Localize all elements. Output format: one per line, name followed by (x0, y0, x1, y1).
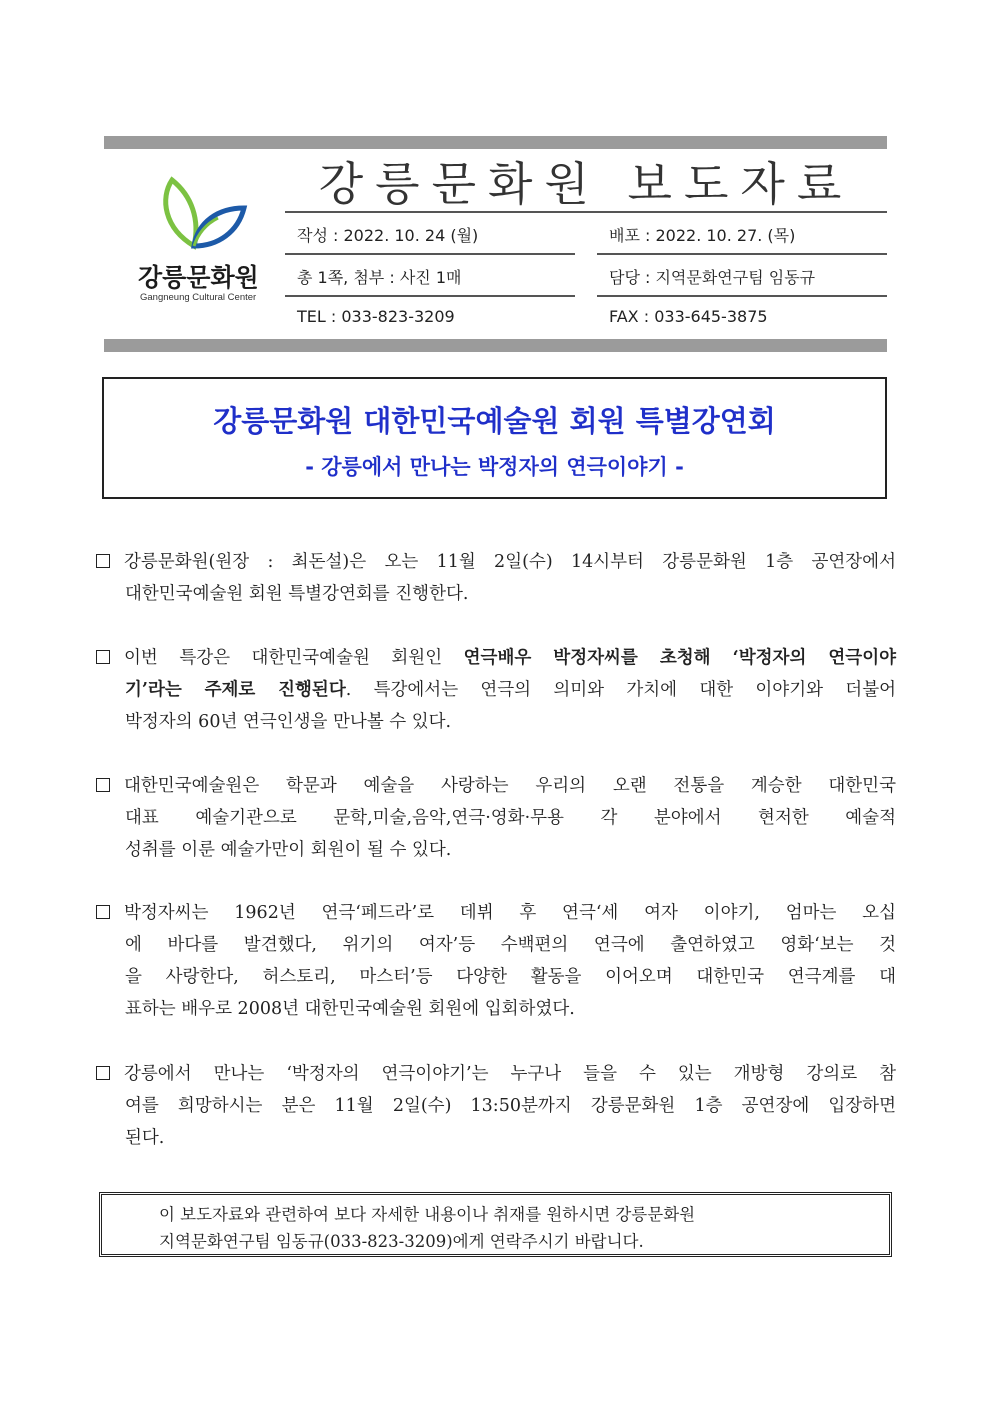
header-bottom-bar (104, 339, 887, 352)
main-title: 강릉문화원 대한민국예술원 회원 특별강연회 (213, 404, 776, 438)
paragraph-4: 박정자씨는 1962년 연극‘페드라’로 데뷔 후 연극‘세 여자 이야기, 엄마는 오십 에 바다를 발견했다, 위기의 여자’등 수백편의 연극에 출연하였고 영화‘보는 것 을 사랑한다, 허스토리, 마스터’등 다양한 활동을 이어오며 대한민국 연극계를 대 표하는 배우로 2008년 대한민국예술원 회원에 입회하였다. (96, 897, 896, 1025)
telephone: TEL : 033-823-3209 (297, 307, 455, 326)
paragraph-3: 대한민국예술원은 학문과 예술을 사랑하는 우리의 오랜 전통을 계승한 대한민국 대표 예술기관으로 문학,미술,음악,연극·영화·무용 각 분야에서 현저한 예술적 성취를 이룬 예술가만이 회원이 될 수 있다. (96, 770, 896, 866)
header-divider (285, 253, 575, 255)
paragraph-1: 강릉문화원(원장 : 최돈설)은 오는 11월 2일(수) 14시부터 강릉문화원 1층 공연장에서 대한민국예술원 회원 특별강연회를 진행한다. (96, 546, 896, 610)
contact-line-1: 이 보도자료와 관련하여 보다 자세한 내용이나 취재를 원하시면 강릉문화원 (159, 1205, 696, 1224)
checkbox-bullet-icon (96, 778, 110, 792)
contact-box (99, 1192, 892, 1257)
header-divider (285, 211, 887, 213)
header-divider (597, 253, 887, 255)
logo-subtitle: Gangneung Cultural Center (140, 292, 257, 303)
checkbox-bullet-icon (96, 650, 110, 664)
checkbox-bullet-icon (96, 905, 110, 919)
paragraph-2: 이번 특강은 대한민국예술원 회원인 연극배우 박정자씨를 초청해 ‘박정자의 연극이야 기’라는 주제로 진행된다. 특강에서는 연극의 의미와 가치에 대한 이야기와 더불어 박정자의 60년 연극인생을 만나볼 수 있다. (96, 642, 896, 738)
distribution-date: 배포 : 2022. 10. 27. (목) (609, 226, 796, 245)
sub-title: - 강릉에서 만나는 박정자의 연극이야기 - (305, 455, 684, 479)
manager: 담당 : 지역문화연구팀 임동규 (609, 268, 816, 287)
page-count: 총 1쪽, 첨부 : 사진 1매 (297, 268, 462, 287)
org-logo (120, 170, 280, 320)
checkbox-bullet-icon (96, 1066, 110, 1080)
leaf-logo-icon (158, 176, 248, 256)
header-divider (597, 295, 887, 297)
contact-line-2: 지역문화연구팀 임동규(033-823-3209)에게 연락주시기 바랍니다. (159, 1232, 644, 1251)
checkbox-bullet-icon (96, 554, 110, 568)
document-title: 강릉문화원 보도자료 (318, 157, 854, 211)
fax: FAX : 033-645-3875 (609, 307, 768, 326)
header-divider (285, 295, 575, 297)
title-box (102, 377, 887, 499)
paragraph-5: 강릉에서 만나는 ‘박정자의 연극이야기’는 누구나 들을 수 있는 개방형 강의로 참 여를 희망하시는 분은 11월 2일(수) 13:50분까지 강릉문화원 1층 공연장에 입장하면 된다. (96, 1058, 896, 1154)
written-date: 작성 : 2022. 10. 24 (월) (297, 226, 479, 245)
logo-name: 강릉문화원 (138, 263, 259, 292)
